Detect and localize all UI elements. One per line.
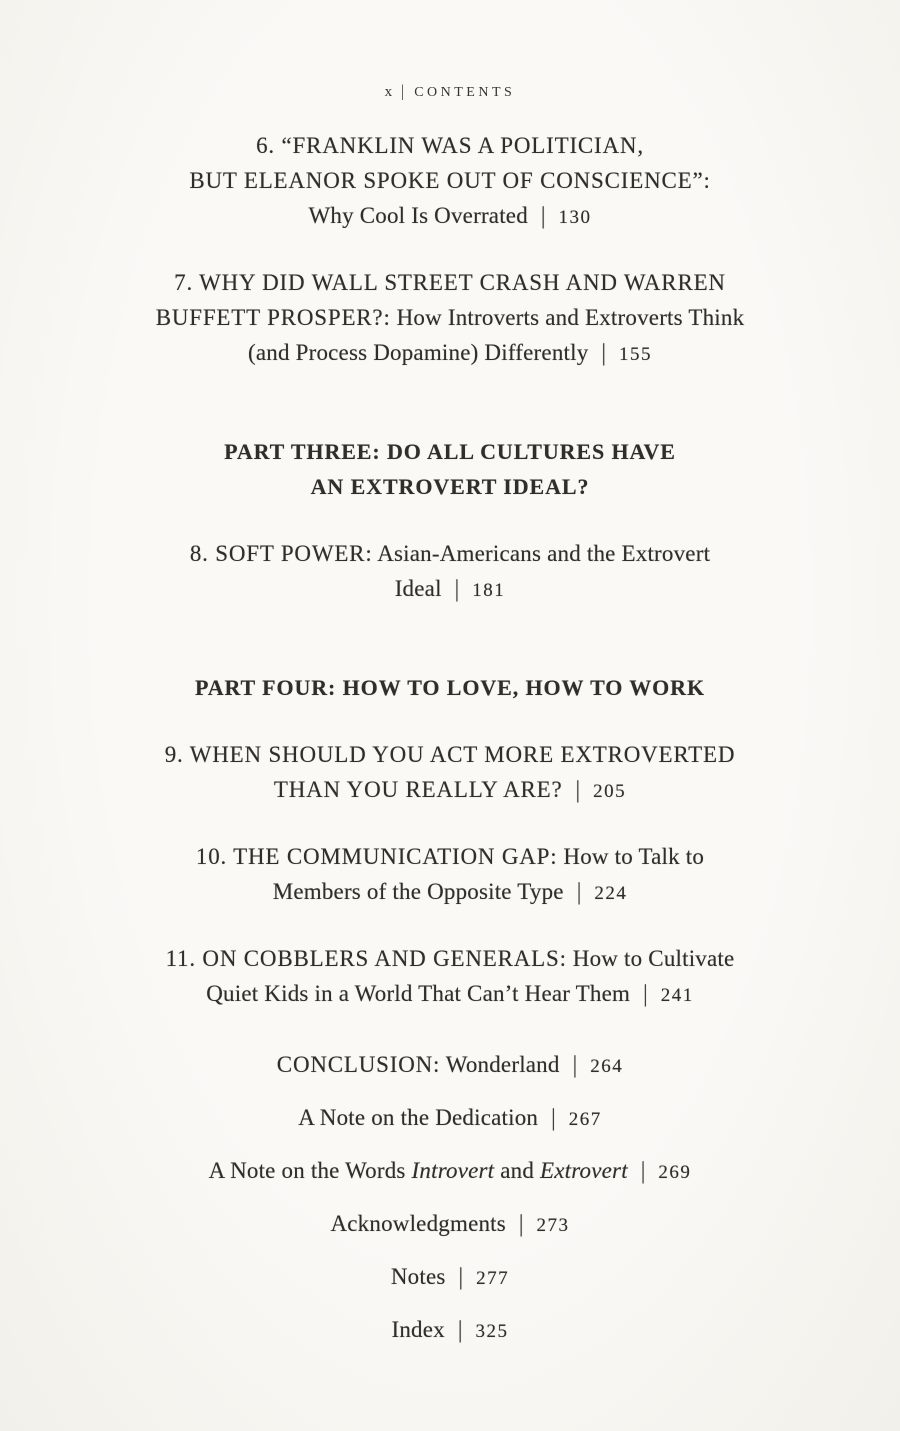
toc-line: [35, 536, 865, 571]
toc-entry: [35, 128, 865, 235]
toc-line: [35, 1206, 865, 1243]
toc-line: [35, 265, 865, 300]
separator-bar: |: [454, 575, 460, 602]
entry-subtitle-text: (and Process Dopamine) Differently: [247, 340, 589, 365]
toc-entry: [35, 737, 865, 809]
running-head-title: CONTENTS: [414, 85, 516, 100]
entry-title-text: THAN YOU REALLY ARE?: [273, 777, 563, 802]
page-number: 267: [568, 1109, 602, 1130]
separator-bar: |: [640, 1157, 646, 1184]
toc-entry: [35, 941, 865, 1013]
toc-line: [35, 941, 865, 976]
toc-line: [35, 1100, 865, 1137]
page-number: 181: [472, 580, 506, 601]
toc-line: [35, 469, 865, 504]
entry-subtitle-text: Quiet Kids in a World That Can’t Hear Them: [206, 981, 631, 1006]
toc-line: [35, 434, 865, 469]
backmatter-entry: [35, 1047, 865, 1084]
toc-line: [35, 335, 865, 372]
entry-subtitle-text: Index: [391, 1317, 445, 1342]
separator-bar: |: [518, 1210, 524, 1237]
entry-italic-text: Introvert: [411, 1158, 495, 1183]
separator-bar: |: [643, 980, 648, 1007]
toc-line: [35, 1047, 865, 1084]
page-number: 130: [558, 207, 592, 228]
toc-line: [35, 839, 865, 874]
entry-subtitle-text: A Note on the Dedication: [298, 1105, 539, 1130]
entry-subtitle-text: How to Talk to: [557, 844, 705, 869]
toc-entry: [35, 536, 865, 608]
entry-subtitle-text: and: [494, 1158, 540, 1183]
entry-subtitle-text: How Introverts and Extroverts Think: [390, 305, 745, 330]
separator-bar: |: [601, 339, 607, 366]
entry-title-text: 7. WHY DID WALL STREET CRASH AND WARREN: [174, 270, 726, 295]
backmatter-entry: [35, 1153, 865, 1190]
toc-line: [35, 772, 865, 809]
entry-subtitle-text: Acknowledgments: [330, 1211, 506, 1236]
toc-line: [35, 198, 865, 235]
toc-line: [35, 571, 865, 608]
toc-line: [35, 128, 865, 163]
entry-subtitle-text: Ideal: [394, 576, 442, 601]
separator-bar: |: [551, 1104, 556, 1131]
entry-subtitle-text: Wonderland: [440, 1052, 560, 1077]
entry-subtitle-text: Notes: [390, 1264, 446, 1289]
entry-italic-text: Extrovert: [539, 1158, 628, 1183]
table-of-contents: [35, 128, 865, 1349]
toc-entry: [35, 839, 865, 911]
toc-line: [35, 976, 865, 1013]
folio-page-number: x: [384, 84, 393, 100]
page-number: 155: [619, 344, 653, 365]
toc-line: [35, 1153, 865, 1190]
running-head: [0, 84, 900, 101]
entry-title-text: 8. SOFT POWER:: [189, 541, 373, 566]
toc-line: [35, 300, 865, 335]
page-number: 277: [476, 1268, 510, 1289]
toc-entry: [35, 265, 865, 372]
toc-line: [35, 1259, 865, 1296]
entry-title-text: 9. WHEN SHOULD YOU ACT MORE EXTROVERTED: [164, 742, 736, 767]
entry-subtitle-text: Members of the Opposite Type: [272, 879, 564, 904]
entry-title-text: PART THREE: DO ALL CULTURES HAVE: [224, 439, 676, 464]
part-heading: [35, 434, 865, 504]
toc-line: [35, 670, 865, 705]
separator-bar: |: [575, 776, 581, 803]
entry-title-text: AN EXTROVERT IDEAL?: [310, 474, 590, 499]
entry-subtitle-text: A Note on the Words: [208, 1158, 412, 1183]
toc-line: [35, 874, 865, 911]
backmatter-entry: [35, 1100, 865, 1137]
separator-bar: |: [576, 878, 582, 905]
entry-title-text: 11. ON COBBLERS AND GENERALS:: [165, 946, 567, 971]
toc-line: [35, 737, 865, 772]
page-number: 205: [593, 781, 627, 802]
backmatter-entry: [35, 1206, 865, 1243]
toc-line: [35, 1312, 865, 1349]
page-number: 269: [658, 1162, 692, 1183]
separator-bar: |: [572, 1051, 578, 1078]
entry-title-text: 6. “FRANKLIN WAS A POLITICIAN,: [256, 133, 644, 158]
backmatter-entry: [35, 1312, 865, 1349]
separator-bar: |: [458, 1263, 464, 1290]
page-number: 224: [594, 883, 628, 904]
toc-line: [35, 163, 865, 198]
entry-subtitle-text: Asian-Americans and the Extrovert: [372, 541, 711, 566]
entry-title-text: PART FOUR: HOW TO LOVE, HOW TO WORK: [195, 675, 705, 700]
entry-title-text: CONCLUSION:: [276, 1052, 441, 1077]
part-heading: [35, 670, 865, 705]
page-number: 273: [536, 1215, 570, 1236]
entry-subtitle-text: Why Cool Is Overrated: [308, 203, 528, 228]
entry-title-text: BUT ELEANOR SPOKE OUT OF CONSCIENCE”:: [189, 168, 711, 193]
entry-subtitle-text: How to Cultivate: [566, 946, 735, 971]
page-number: 325: [475, 1321, 509, 1342]
page-number: 264: [590, 1056, 624, 1077]
page-number: 241: [660, 985, 694, 1006]
separator-bar: |: [540, 202, 546, 229]
separator-bar: |: [457, 1316, 463, 1343]
entry-title-text: BUFFETT PROSPER?:: [155, 305, 391, 330]
entry-title-text: 10. THE COMMUNICATION GAP:: [195, 844, 558, 869]
running-head-separator: |: [401, 82, 406, 102]
backmatter-entry: [35, 1259, 865, 1296]
